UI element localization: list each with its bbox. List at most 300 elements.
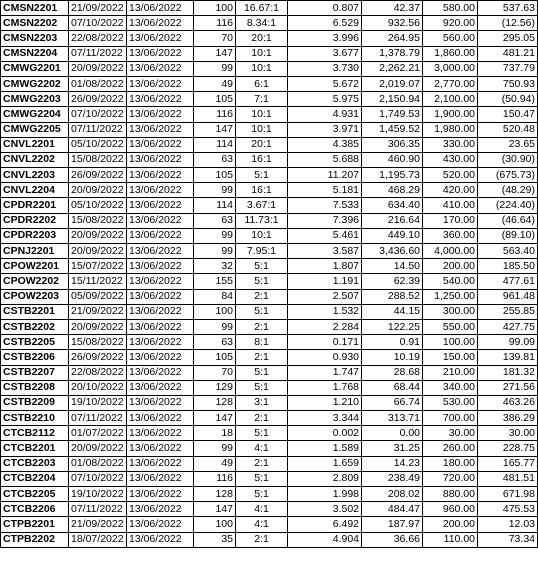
price-cell: 1.747 <box>288 365 362 380</box>
expiry-date-cell: 21/09/2022 <box>69 517 127 532</box>
expiry-date-cell: 20/09/2022 <box>69 228 127 243</box>
value-cell: 238.49 <box>362 471 423 486</box>
ratio-cell: 4:1 <box>236 502 288 517</box>
price-cell: 1.210 <box>288 395 362 410</box>
table-row <box>1 350 538 365</box>
value-cell: 932.56 <box>362 16 423 31</box>
diff-cell: 737.79 <box>478 61 538 76</box>
trade-date-cell: 13/06/2022 <box>127 183 194 198</box>
value-cell: 288.52 <box>362 289 423 304</box>
code-cell: CPNJ2201 <box>1 244 69 259</box>
value-cell: 44.15 <box>362 304 423 319</box>
expiry-date-cell: 05/10/2022 <box>69 137 127 152</box>
days-cell: 147 <box>194 122 236 137</box>
table-row <box>1 395 538 410</box>
table-row <box>1 259 538 274</box>
value-cell: 187.97 <box>362 517 423 532</box>
days-cell: 99 <box>194 319 236 334</box>
days-cell: 70 <box>194 365 236 380</box>
table-row <box>1 137 538 152</box>
ratio-cell: 8:1 <box>236 335 288 350</box>
code-cell: CTCB2203 <box>1 456 69 471</box>
code-cell: CNVL2201 <box>1 137 69 152</box>
diff-cell: (30.90) <box>478 152 538 167</box>
strike-cell: 540.00 <box>423 274 478 289</box>
diff-cell: 12.03 <box>478 517 538 532</box>
strike-cell: 700.00 <box>423 411 478 426</box>
ratio-cell: 7.95:1 <box>236 244 288 259</box>
value-cell: 2,019.07 <box>362 76 423 91</box>
code-cell: CSTB2210 <box>1 411 69 426</box>
price-cell: 5.672 <box>288 76 362 91</box>
days-cell: 105 <box>194 168 236 183</box>
expiry-date-cell: 22/08/2022 <box>69 31 127 46</box>
diff-cell: (675.73) <box>478 168 538 183</box>
strike-cell: 4,000.00 <box>423 244 478 259</box>
strike-cell: 410.00 <box>423 198 478 213</box>
expiry-date-cell: 20/09/2022 <box>69 441 127 456</box>
code-cell: CSTB2206 <box>1 350 69 365</box>
strike-cell: 210.00 <box>423 365 478 380</box>
trade-date-cell: 13/06/2022 <box>127 411 194 426</box>
ratio-cell: 2:1 <box>236 289 288 304</box>
price-cell: 4.904 <box>288 532 362 547</box>
diff-cell: (12.56) <box>478 16 538 31</box>
price-cell: 7.396 <box>288 213 362 228</box>
strike-cell: 530.00 <box>423 395 478 410</box>
expiry-date-cell: 07/10/2022 <box>69 16 127 31</box>
value-cell: 1,459.52 <box>362 122 423 137</box>
table-row <box>1 517 538 532</box>
price-cell: 1.807 <box>288 259 362 274</box>
ratio-cell: 20:1 <box>236 31 288 46</box>
days-cell: 35 <box>194 532 236 547</box>
strike-cell: 960.00 <box>423 502 478 517</box>
ratio-cell: 8.34:1 <box>236 16 288 31</box>
strike-cell: 1,250.00 <box>423 289 478 304</box>
code-cell: CNVL2204 <box>1 183 69 198</box>
code-cell: CSTB2209 <box>1 395 69 410</box>
ratio-cell: 4:1 <box>236 517 288 532</box>
expiry-date-cell: 26/09/2022 <box>69 92 127 107</box>
diff-cell: (50.94) <box>478 92 538 107</box>
strike-cell: 880.00 <box>423 487 478 502</box>
days-cell: 147 <box>194 46 236 61</box>
expiry-date-cell: 19/10/2022 <box>69 487 127 502</box>
expiry-date-cell: 20/09/2022 <box>69 61 127 76</box>
diff-cell: 150.47 <box>478 107 538 122</box>
trade-date-cell: 13/06/2022 <box>127 274 194 289</box>
table-row <box>1 502 538 517</box>
trade-date-cell: 13/06/2022 <box>127 456 194 471</box>
code-cell: CPOW2203 <box>1 289 69 304</box>
trade-date-cell: 13/06/2022 <box>127 31 194 46</box>
table-row <box>1 183 538 198</box>
trade-date-cell: 13/06/2022 <box>127 395 194 410</box>
value-cell: 42.37 <box>362 1 423 16</box>
code-cell: CSTB2201 <box>1 304 69 319</box>
table-row <box>1 319 538 334</box>
table-row <box>1 365 538 380</box>
ratio-cell: 5:1 <box>236 274 288 289</box>
ratio-cell: 4:1 <box>236 441 288 456</box>
price-cell: 11.207 <box>288 168 362 183</box>
price-cell: 5.975 <box>288 92 362 107</box>
trade-date-cell: 13/06/2022 <box>127 532 194 547</box>
strike-cell: 100.00 <box>423 335 478 350</box>
strike-cell: 3,000.00 <box>423 61 478 76</box>
price-cell: 3.730 <box>288 61 362 76</box>
diff-cell: 73.34 <box>478 532 538 547</box>
strike-cell: 1,860.00 <box>423 46 478 61</box>
ratio-cell: 10:1 <box>236 107 288 122</box>
strike-cell: 200.00 <box>423 259 478 274</box>
trade-date-cell: 13/06/2022 <box>127 517 194 532</box>
price-cell: 1.768 <box>288 380 362 395</box>
strike-cell: 200.00 <box>423 517 478 532</box>
value-cell: 122.25 <box>362 319 423 334</box>
ratio-cell: 2:1 <box>236 319 288 334</box>
days-cell: 63 <box>194 213 236 228</box>
diff-cell: 139.81 <box>478 350 538 365</box>
code-cell: CTCB2112 <box>1 426 69 441</box>
trade-date-cell: 13/06/2022 <box>127 426 194 441</box>
days-cell: 84 <box>194 289 236 304</box>
table-row <box>1 487 538 502</box>
table-row <box>1 198 538 213</box>
expiry-date-cell: 07/11/2022 <box>69 502 127 517</box>
value-cell: 2,150.94 <box>362 92 423 107</box>
code-cell: CMSN2201 <box>1 1 69 16</box>
diff-cell: 750.93 <box>478 76 538 91</box>
code-cell: CPDR2202 <box>1 213 69 228</box>
trade-date-cell: 13/06/2022 <box>127 380 194 395</box>
expiry-date-cell: 07/11/2022 <box>69 411 127 426</box>
trade-date-cell: 13/06/2022 <box>127 107 194 122</box>
value-cell: 14.23 <box>362 456 423 471</box>
value-cell: 313.71 <box>362 411 423 426</box>
days-cell: 63 <box>194 152 236 167</box>
code-cell: CTCB2205 <box>1 487 69 502</box>
ratio-cell: 5:1 <box>236 487 288 502</box>
trade-date-cell: 13/06/2022 <box>127 46 194 61</box>
expiry-date-cell: 01/07/2022 <box>69 426 127 441</box>
days-cell: 116 <box>194 16 236 31</box>
strike-cell: 420.00 <box>423 183 478 198</box>
code-cell: CTCB2204 <box>1 471 69 486</box>
strike-cell: 170.00 <box>423 213 478 228</box>
code-cell: CTCB2206 <box>1 502 69 517</box>
table-row <box>1 274 538 289</box>
strike-cell: 330.00 <box>423 137 478 152</box>
value-cell: 1,378.79 <box>362 46 423 61</box>
days-cell: 114 <box>194 198 236 213</box>
trade-date-cell: 13/06/2022 <box>127 1 194 16</box>
code-cell: CMSN2202 <box>1 16 69 31</box>
strike-cell: 1,980.00 <box>423 122 478 137</box>
code-cell: CMSN2203 <box>1 31 69 46</box>
price-cell: 3.344 <box>288 411 362 426</box>
code-cell: CMWG2201 <box>1 61 69 76</box>
trade-date-cell: 13/06/2022 <box>127 244 194 259</box>
strike-cell: 720.00 <box>423 471 478 486</box>
strike-cell: 2,770.00 <box>423 76 478 91</box>
table-row <box>1 107 538 122</box>
strike-cell: 340.00 <box>423 380 478 395</box>
price-cell: 3.971 <box>288 122 362 137</box>
price-cell: 1.589 <box>288 441 362 456</box>
table-row <box>1 168 538 183</box>
trade-date-cell: 13/06/2022 <box>127 76 194 91</box>
days-cell: 128 <box>194 487 236 502</box>
price-cell: 5.461 <box>288 228 362 243</box>
ratio-cell: 11.73:1 <box>236 213 288 228</box>
days-cell: 128 <box>194 395 236 410</box>
diff-cell: (89.10) <box>478 228 538 243</box>
expiry-date-cell: 07/11/2022 <box>69 122 127 137</box>
strike-cell: 1,900.00 <box>423 107 478 122</box>
trade-date-cell: 13/06/2022 <box>127 365 194 380</box>
trade-date-cell: 13/06/2022 <box>127 213 194 228</box>
trade-date-cell: 13/06/2022 <box>127 471 194 486</box>
days-cell: 147 <box>194 411 236 426</box>
diff-cell: 99.09 <box>478 335 538 350</box>
table-row <box>1 122 538 137</box>
ratio-cell: 10:1 <box>236 46 288 61</box>
value-cell: 62.39 <box>362 274 423 289</box>
diff-cell: 165.77 <box>478 456 538 471</box>
trade-date-cell: 13/06/2022 <box>127 92 194 107</box>
price-cell: 0.807 <box>288 1 362 16</box>
diff-cell: 271.56 <box>478 380 538 395</box>
expiry-date-cell: 26/09/2022 <box>69 350 127 365</box>
expiry-date-cell: 07/10/2022 <box>69 471 127 486</box>
code-cell: CMWG2203 <box>1 92 69 107</box>
expiry-date-cell: 05/09/2022 <box>69 289 127 304</box>
expiry-date-cell: 20/09/2022 <box>69 183 127 198</box>
table-row <box>1 213 538 228</box>
code-cell: CTPB2201 <box>1 517 69 532</box>
code-cell: CMSN2204 <box>1 46 69 61</box>
ratio-cell: 20:1 <box>236 137 288 152</box>
expiry-date-cell: 01/08/2022 <box>69 456 127 471</box>
value-cell: 3,436.60 <box>362 244 423 259</box>
table-row <box>1 304 538 319</box>
code-cell: CMWG2205 <box>1 122 69 137</box>
value-cell: 264.95 <box>362 31 423 46</box>
diff-cell: 23.65 <box>478 137 538 152</box>
days-cell: 116 <box>194 107 236 122</box>
ratio-cell: 2:1 <box>236 411 288 426</box>
days-cell: 105 <box>194 350 236 365</box>
strike-cell: 430.00 <box>423 152 478 167</box>
diff-cell: (46.64) <box>478 213 538 228</box>
value-cell: 2,262.21 <box>362 61 423 76</box>
strike-cell: 110.00 <box>423 532 478 547</box>
table-row <box>1 228 538 243</box>
strike-cell: 580.00 <box>423 1 478 16</box>
diff-cell: 961.48 <box>478 289 538 304</box>
trade-date-cell: 13/06/2022 <box>127 487 194 502</box>
diff-cell: 295.05 <box>478 31 538 46</box>
price-cell: 5.181 <box>288 183 362 198</box>
table-row <box>1 335 538 350</box>
ratio-cell: 5:1 <box>236 259 288 274</box>
expiry-date-cell: 05/10/2022 <box>69 198 127 213</box>
strike-cell: 550.00 <box>423 319 478 334</box>
ratio-cell: 7:1 <box>236 92 288 107</box>
days-cell: 114 <box>194 137 236 152</box>
trade-date-cell: 13/06/2022 <box>127 259 194 274</box>
value-cell: 460.90 <box>362 152 423 167</box>
code-cell: CNVL2203 <box>1 168 69 183</box>
table-row <box>1 471 538 486</box>
strike-cell: 920.00 <box>423 16 478 31</box>
strike-cell: 560.00 <box>423 31 478 46</box>
days-cell: 63 <box>194 335 236 350</box>
value-cell: 36.66 <box>362 532 423 547</box>
code-cell: CPOW2201 <box>1 259 69 274</box>
diff-cell: 671.98 <box>478 487 538 502</box>
code-cell: CSTB2208 <box>1 380 69 395</box>
diff-cell: (224.40) <box>478 198 538 213</box>
code-cell: CPDR2201 <box>1 198 69 213</box>
ratio-cell: 3.67:1 <box>236 198 288 213</box>
code-cell: CSTB2205 <box>1 335 69 350</box>
ratio-cell: 16.67:1 <box>236 1 288 16</box>
days-cell: 99 <box>194 183 236 198</box>
diff-cell: 520.48 <box>478 122 538 137</box>
strike-cell: 30.00 <box>423 426 478 441</box>
ratio-cell: 5:1 <box>236 471 288 486</box>
expiry-date-cell: 15/11/2022 <box>69 274 127 289</box>
ratio-cell: 10:1 <box>236 122 288 137</box>
code-cell: CPDR2203 <box>1 228 69 243</box>
days-cell: 49 <box>194 456 236 471</box>
expiry-date-cell: 22/08/2022 <box>69 365 127 380</box>
price-cell: 4.385 <box>288 137 362 152</box>
diff-cell: 427.75 <box>478 319 538 334</box>
days-cell: 100 <box>194 517 236 532</box>
ratio-cell: 2:1 <box>236 350 288 365</box>
code-cell: CMWG2202 <box>1 76 69 91</box>
ratio-cell: 2:1 <box>236 456 288 471</box>
trade-date-cell: 13/06/2022 <box>127 350 194 365</box>
trade-date-cell: 13/06/2022 <box>127 122 194 137</box>
strike-cell: 2,100.00 <box>423 92 478 107</box>
trade-date-cell: 13/06/2022 <box>127 289 194 304</box>
days-cell: 70 <box>194 31 236 46</box>
value-cell: 14.50 <box>362 259 423 274</box>
diff-cell: 563.40 <box>478 244 538 259</box>
code-cell: CNVL2202 <box>1 152 69 167</box>
diff-cell: (48.29) <box>478 183 538 198</box>
days-cell: 116 <box>194 471 236 486</box>
trade-date-cell: 13/06/2022 <box>127 137 194 152</box>
days-cell: 100 <box>194 1 236 16</box>
table-row <box>1 289 538 304</box>
table-row <box>1 426 538 441</box>
table-row <box>1 92 538 107</box>
value-cell: 484.47 <box>362 502 423 517</box>
price-cell: 3.996 <box>288 31 362 46</box>
value-cell: 31.25 <box>362 441 423 456</box>
code-cell: CPOW2202 <box>1 274 69 289</box>
trade-date-cell: 13/06/2022 <box>127 304 194 319</box>
table-body <box>1 1 538 548</box>
price-cell: 7.533 <box>288 198 362 213</box>
price-cell: 5.688 <box>288 152 362 167</box>
expiry-date-cell: 20/09/2022 <box>69 319 127 334</box>
price-cell: 3.587 <box>288 244 362 259</box>
table-row <box>1 76 538 91</box>
expiry-date-cell: 19/10/2022 <box>69 395 127 410</box>
diff-cell: 481.21 <box>478 46 538 61</box>
ratio-cell: 2:1 <box>236 532 288 547</box>
days-cell: 99 <box>194 61 236 76</box>
ratio-cell: 6:1 <box>236 76 288 91</box>
code-cell: CMWG2204 <box>1 107 69 122</box>
table-row <box>1 31 538 46</box>
diff-cell: 537.63 <box>478 1 538 16</box>
diff-cell: 255.85 <box>478 304 538 319</box>
trade-date-cell: 13/06/2022 <box>127 152 194 167</box>
price-cell: 2.284 <box>288 319 362 334</box>
value-cell: 0.00 <box>362 426 423 441</box>
table-row <box>1 152 538 167</box>
price-cell: 1.659 <box>288 456 362 471</box>
table-row <box>1 1 538 16</box>
value-cell: 66.74 <box>362 395 423 410</box>
strike-cell: 150.00 <box>423 350 478 365</box>
strike-cell: 520.00 <box>423 168 478 183</box>
diff-cell: 386.29 <box>478 411 538 426</box>
expiry-date-cell: 26/09/2022 <box>69 168 127 183</box>
expiry-date-cell: 01/08/2022 <box>69 76 127 91</box>
diff-cell: 185.50 <box>478 259 538 274</box>
price-cell: 2.507 <box>288 289 362 304</box>
days-cell: 99 <box>194 244 236 259</box>
days-cell: 155 <box>194 274 236 289</box>
diff-cell: 463.26 <box>478 395 538 410</box>
table-row <box>1 16 538 31</box>
diff-cell: 481.51 <box>478 471 538 486</box>
price-cell: 1.532 <box>288 304 362 319</box>
days-cell: 49 <box>194 76 236 91</box>
price-cell: 0.171 <box>288 335 362 350</box>
expiry-date-cell: 07/11/2022 <box>69 46 127 61</box>
ratio-cell: 16:1 <box>236 183 288 198</box>
days-cell: 32 <box>194 259 236 274</box>
price-cell: 3.502 <box>288 502 362 517</box>
value-cell: 449.10 <box>362 228 423 243</box>
price-cell: 6.529 <box>288 16 362 31</box>
strike-cell: 300.00 <box>423 304 478 319</box>
ratio-cell: 5:1 <box>236 426 288 441</box>
table-row <box>1 244 538 259</box>
diff-cell: 181.32 <box>478 365 538 380</box>
ratio-cell: 10:1 <box>236 228 288 243</box>
days-cell: 100 <box>194 304 236 319</box>
days-cell: 105 <box>194 92 236 107</box>
price-cell: 1.998 <box>288 487 362 502</box>
expiry-date-cell: 07/10/2022 <box>69 107 127 122</box>
expiry-date-cell: 18/07/2022 <box>69 532 127 547</box>
table-row <box>1 441 538 456</box>
days-cell: 99 <box>194 228 236 243</box>
ratio-cell: 3:1 <box>236 395 288 410</box>
diff-cell: 228.75 <box>478 441 538 456</box>
